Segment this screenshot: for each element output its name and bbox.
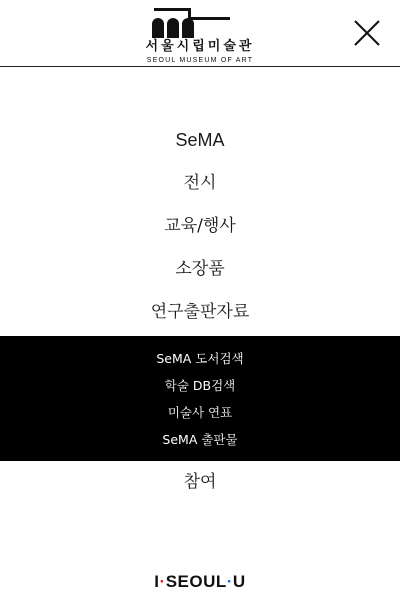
logo-i: I [154, 572, 160, 591]
menu-item-research-publications[interactable]: 연구출판자료 [150, 302, 250, 322]
logo-text-english: SEOUL MUSEUM OF ART [146, 57, 254, 64]
sema-logo[interactable] [134, 4, 266, 66]
header-divider [0, 66, 400, 67]
research-submenu [0, 336, 400, 461]
logo-seoul: SEOUL [165, 572, 227, 591]
logo-dot-blue: · [226, 572, 233, 591]
logo-text-korean: 서울시립미술관 [145, 39, 255, 54]
header [0, 0, 400, 68]
submenu-item-library-search[interactable]: SeMA 도서검색 [156, 351, 244, 366]
close-menu-button[interactable] [352, 18, 382, 48]
logo-dot-red: · [159, 572, 166, 591]
main-menu [0, 119, 400, 334]
menu-item-exhibitions[interactable]: 전시 [183, 173, 217, 193]
logo-u: U [232, 572, 246, 591]
submenu-item-art-history-timeline[interactable]: 미술사 연표 [167, 405, 233, 420]
menu-item-sema[interactable]: SeMA [175, 130, 225, 150]
submenu-item-academic-db[interactable]: 학술 DB검색 [164, 378, 236, 393]
menu-item-collection[interactable]: 소장품 [175, 259, 225, 279]
museum-arches-icon [150, 6, 230, 40]
menu-item-education-events[interactable]: 교육/행사 [164, 216, 236, 236]
close-icon [352, 18, 382, 48]
submenu-item-publications[interactable]: SeMA 출판물 [162, 432, 238, 447]
i-seoul-u-logo[interactable] [0, 572, 400, 592]
menu-item-participation[interactable]: 참여 [183, 472, 217, 492]
main-menu-continued [0, 461, 400, 504]
